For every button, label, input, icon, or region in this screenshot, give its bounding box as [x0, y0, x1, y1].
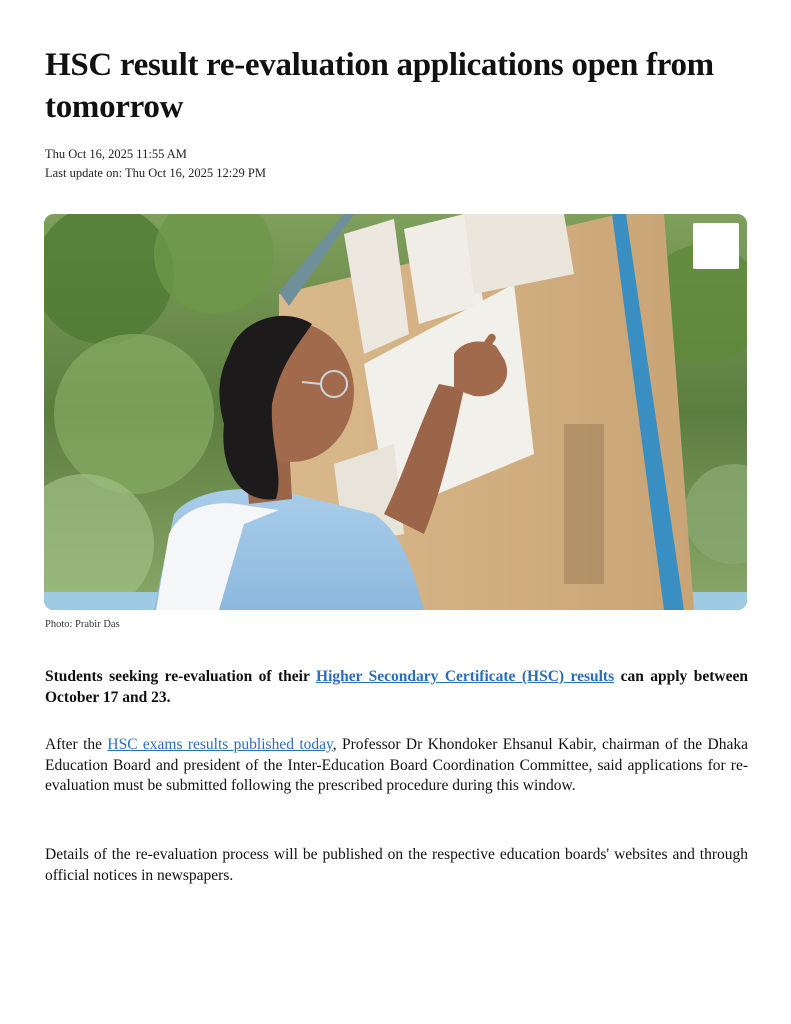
body-paragraph-3: Details of the re-evaluation process will be published on the respective education boards' websites and through official notices in newspapers.	[45, 846, 748, 884]
p2-text-before: After the	[45, 736, 108, 753]
article-title: HSC result re-evaluation applications open from tomorrow	[45, 47, 714, 125]
lead-paragraph	[45, 667, 748, 708]
photo-caption: Photo: Prabir Das	[45, 619, 120, 630]
body-paragraph-2	[45, 735, 748, 797]
hsc-results-link[interactable]: Higher Secondary Certificate (HSC) results	[316, 668, 615, 685]
photo-corner-badge	[693, 223, 739, 269]
lead-text-before: Students seeking re-evaluation of their	[45, 668, 317, 685]
photo-illustration	[44, 214, 747, 610]
hsc-exams-results-link[interactable]: HSC exams results published today	[107, 736, 333, 753]
p2-text-after: , Professor Dr Khondoker Ehsanul Kabir, chairman of the Dhaka Education Board and president of the Inter-Education Board Coordination Committee, said applications for re-evaluation must be submitted following the prescribed procedure during this window.	[45, 736, 749, 794]
lead-text-after: can apply between October 17 and 23.	[45, 668, 748, 706]
updated-date: Last update on: Thu Oct 16, 2025 12:29 PM	[45, 166, 266, 180]
article-photo[interactable]	[44, 214, 747, 610]
published-date: Thu Oct 16, 2025 11:55 AM	[45, 147, 187, 161]
